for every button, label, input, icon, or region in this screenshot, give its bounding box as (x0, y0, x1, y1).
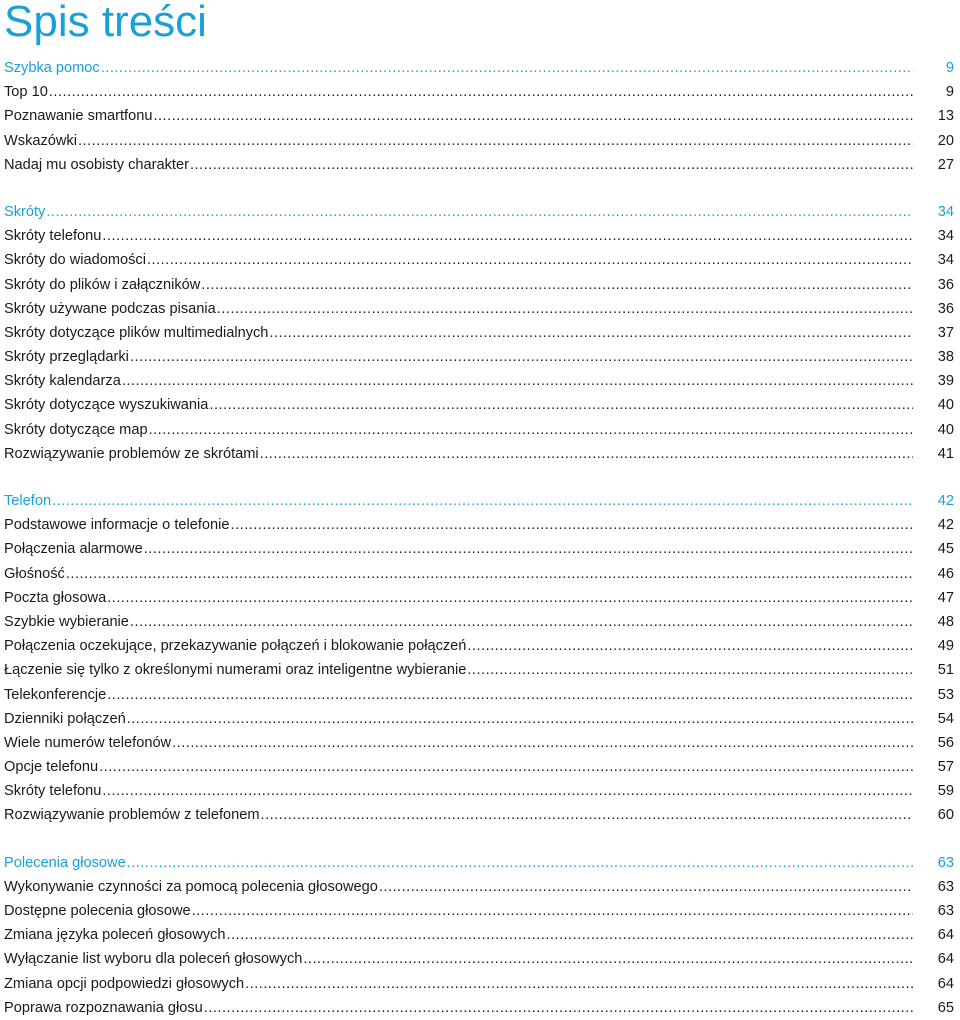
toc-leader-dots (209, 393, 913, 417)
toc-entry[interactable] (4, 369, 954, 393)
toc-page-number: 47 (937, 589, 954, 606)
toc-entry-label: Skróty kalendarza (4, 373, 121, 390)
toc-page-number: 56 (937, 734, 954, 751)
toc-leader-dots (201, 273, 913, 297)
toc-leader-dots (102, 224, 913, 248)
toc-page-number: 59 (937, 783, 954, 800)
toc-entry-label: Rozwiązywanie problemów z telefonem (4, 807, 260, 824)
toc-page-number: 42 (937, 493, 954, 509)
page-title: Spis treści (4, 0, 207, 46)
toc-leader-dots (144, 537, 913, 561)
toc-leader-dots (226, 923, 913, 947)
toc-entry-label: Podstawowe informacje o telefonie (4, 517, 230, 534)
toc-entry[interactable] (4, 104, 954, 128)
toc-entry-label: Głośność (4, 565, 65, 582)
toc-leader-dots (172, 731, 913, 755)
toc-heading-label: Polecenia głosowe (4, 854, 126, 871)
toc-leader-dots (149, 418, 913, 442)
toc-entry[interactable] (4, 610, 954, 634)
toc-entry-label: Skróty dotyczące map (4, 421, 148, 438)
toc-entry-label: Zmiana opcji podpowiedzi głosowych (4, 975, 245, 992)
toc-heading-label: Skróty (4, 203, 46, 220)
toc-heading-label: Telefon (4, 493, 52, 509)
toc-entry[interactable] (4, 562, 954, 586)
toc-entry[interactable] (4, 972, 954, 996)
toc-page-number: 41 (937, 445, 954, 462)
toc-leader-dots (190, 153, 913, 177)
toc-entry-label: Łączenie się tylko z określonymi numerami oraz inteligentne wybieranie (4, 662, 467, 679)
toc-leader-dots (78, 129, 913, 153)
section-gap (4, 177, 954, 200)
toc-leader-dots (303, 947, 913, 971)
toc-section-heading[interactable] (4, 851, 954, 875)
toc-entry-label: Skróty telefonu (4, 228, 102, 245)
toc-entry[interactable] (4, 923, 954, 947)
toc-entry[interactable] (4, 947, 954, 971)
toc-leader-dots (101, 56, 913, 80)
toc-entry-label: Poczta głosowa (4, 589, 107, 606)
toc-entry[interactable] (4, 345, 954, 369)
toc-entry[interactable] (4, 803, 954, 827)
toc-entry[interactable] (4, 513, 954, 537)
toc-entry-label: Skróty telefonu (4, 783, 102, 800)
toc-leader-dots (153, 104, 913, 128)
toc-page-number: 51 (937, 662, 954, 679)
toc-entry-label: Wykonywanie czynności za pomocą polecenia głosowego (4, 878, 378, 895)
toc-page-number: 13 (937, 108, 954, 125)
toc-page-number: 64 (937, 927, 954, 944)
toc-entry-label: Skróty do plików i załączników (4, 276, 201, 293)
toc-entry[interactable] (4, 731, 954, 755)
toc-entry[interactable] (4, 129, 954, 153)
toc-entry[interactable] (4, 442, 954, 466)
toc-page-number: 60 (937, 807, 954, 824)
toc-page-number: 38 (937, 349, 954, 366)
toc-leader-dots (260, 442, 913, 466)
toc-page-number: 54 (937, 710, 954, 727)
toc-entry[interactable] (4, 224, 954, 248)
toc-leader-dots (261, 803, 913, 827)
table-of-contents (4, 56, 954, 1020)
toc-entry-label: Skróty dotyczące wyszukiwania (4, 397, 209, 414)
toc-page-number: 9 (945, 60, 954, 76)
toc-entry[interactable] (4, 418, 954, 442)
toc-entry-label: Połączenia alarmowe (4, 541, 143, 558)
section-gap (4, 466, 954, 489)
toc-entry[interactable] (4, 899, 954, 923)
toc-leader-dots (102, 779, 913, 803)
toc-page-number: 40 (937, 397, 954, 414)
toc-leader-dots (204, 996, 913, 1020)
toc-section-heading[interactable] (4, 489, 954, 513)
toc-leader-dots (99, 755, 913, 779)
toc-entry-label: Skróty używane podczas pisania (4, 300, 216, 317)
toc-entry[interactable] (4, 321, 954, 345)
toc-entry-label: Top 10 (4, 84, 48, 101)
toc-entry[interactable] (4, 586, 954, 610)
toc-section-heading[interactable] (4, 200, 954, 224)
toc-entry-label: Opcje telefonu (4, 759, 99, 776)
toc-leader-dots (379, 875, 913, 899)
toc-page-number: 48 (937, 613, 954, 630)
toc-entry-label: Połączenia oczekujące, przekazywanie połączeń i blokowanie połączeń (4, 638, 467, 655)
toc-entry[interactable] (4, 683, 954, 707)
toc-entry-label: Wyłączanie list wyboru dla poleceń głosowych (4, 951, 303, 968)
toc-leader-dots (467, 658, 913, 682)
toc-leader-dots (231, 513, 913, 537)
toc-leader-dots (245, 972, 913, 996)
toc-page-number: 63 (937, 854, 954, 871)
toc-leader-dots (127, 851, 913, 875)
toc-entry-label: Telekonferencje (4, 686, 107, 703)
toc-entry[interactable] (4, 248, 954, 272)
toc-entry[interactable] (4, 634, 954, 658)
toc-entry[interactable] (4, 297, 954, 321)
toc-leader-dots (127, 707, 913, 731)
toc-entry-label: Poznawanie smartfonu (4, 108, 153, 125)
toc-entry[interactable] (4, 537, 954, 561)
toc-leader-dots (107, 683, 913, 707)
toc-page-number: 64 (937, 975, 954, 992)
toc-leader-dots (52, 489, 913, 513)
toc-entry-label: Poprawa rozpoznawania głosu (4, 999, 203, 1016)
toc-page-number: 46 (937, 565, 954, 582)
toc-entry[interactable] (4, 273, 954, 297)
toc-entry[interactable] (4, 658, 954, 682)
toc-leader-dots (217, 297, 913, 321)
toc-page-number: 34 (937, 228, 954, 245)
toc-heading-label: Szybka pomoc (4, 60, 100, 76)
toc-entry[interactable] (4, 875, 954, 899)
toc-leader-dots (122, 369, 913, 393)
toc-entry-label: Wiele numerów telefonów (4, 734, 172, 751)
section-gap (4, 828, 954, 851)
toc-leader-dots (49, 80, 913, 104)
toc-leader-dots (130, 345, 913, 369)
toc-leader-dots (46, 200, 913, 224)
toc-page-number: 34 (937, 252, 954, 269)
toc-entry-label: Dostępne polecenia głosowe (4, 903, 191, 919)
toc-entry[interactable] (4, 707, 954, 731)
toc-leader-dots (269, 321, 913, 345)
toc-section-heading[interactable] (4, 56, 954, 80)
toc-entry-label: Skróty przeglądarki (4, 349, 129, 366)
toc-entry-label: Wskazówki (4, 132, 77, 149)
toc-entry-label: Szybkie wybieranie (4, 613, 129, 630)
toc-leader-dots (147, 248, 913, 272)
toc-page-number: 36 (937, 300, 954, 317)
toc-page-number: 37 (937, 324, 954, 341)
toc-entry[interactable] (4, 779, 954, 803)
toc-entry-label: Zmiana języka poleceń głosowych (4, 927, 226, 944)
toc-page-number: 40 (937, 421, 954, 438)
toc-page-number: 39 (937, 373, 954, 390)
toc-page-number: 63 (937, 903, 954, 919)
toc-leader-dots (192, 899, 913, 923)
toc-leader-dots (107, 586, 913, 610)
toc-entry[interactable] (4, 755, 954, 779)
toc-entry-label: Rozwiązywanie problemów ze skrótami (4, 445, 259, 462)
toc-entry[interactable] (4, 393, 954, 417)
toc-entry[interactable] (4, 153, 954, 177)
toc-page-number: 20 (937, 132, 954, 149)
toc-page-number: 45 (937, 541, 954, 558)
toc-entry[interactable] (4, 80, 954, 104)
toc-entry-label: Dzienniki połączeń (4, 710, 126, 727)
toc-leader-dots (130, 610, 913, 634)
toc-entry[interactable] (4, 996, 954, 1020)
toc-page-number: 65 (937, 999, 954, 1016)
toc-page-number: 63 (937, 878, 954, 895)
toc-entry-label: Skróty dotyczące plików multimedialnych (4, 324, 269, 341)
toc-page-number: 64 (937, 951, 954, 968)
toc-page-number: 9 (945, 84, 954, 101)
toc-entry-label: Skróty do wiadomości (4, 252, 146, 269)
toc-page-number: 57 (937, 759, 954, 776)
toc-page-number: 27 (937, 156, 954, 173)
toc-page-number: 49 (937, 638, 954, 655)
toc-page-number: 36 (937, 276, 954, 293)
toc-entry-label: Nadaj mu osobisty charakter (4, 156, 189, 173)
toc-leader-dots (66, 562, 913, 586)
toc-page-number: 34 (937, 203, 954, 220)
toc-leader-dots (467, 634, 913, 658)
toc-page-number: 42 (937, 517, 954, 534)
toc-page-number: 53 (937, 686, 954, 703)
